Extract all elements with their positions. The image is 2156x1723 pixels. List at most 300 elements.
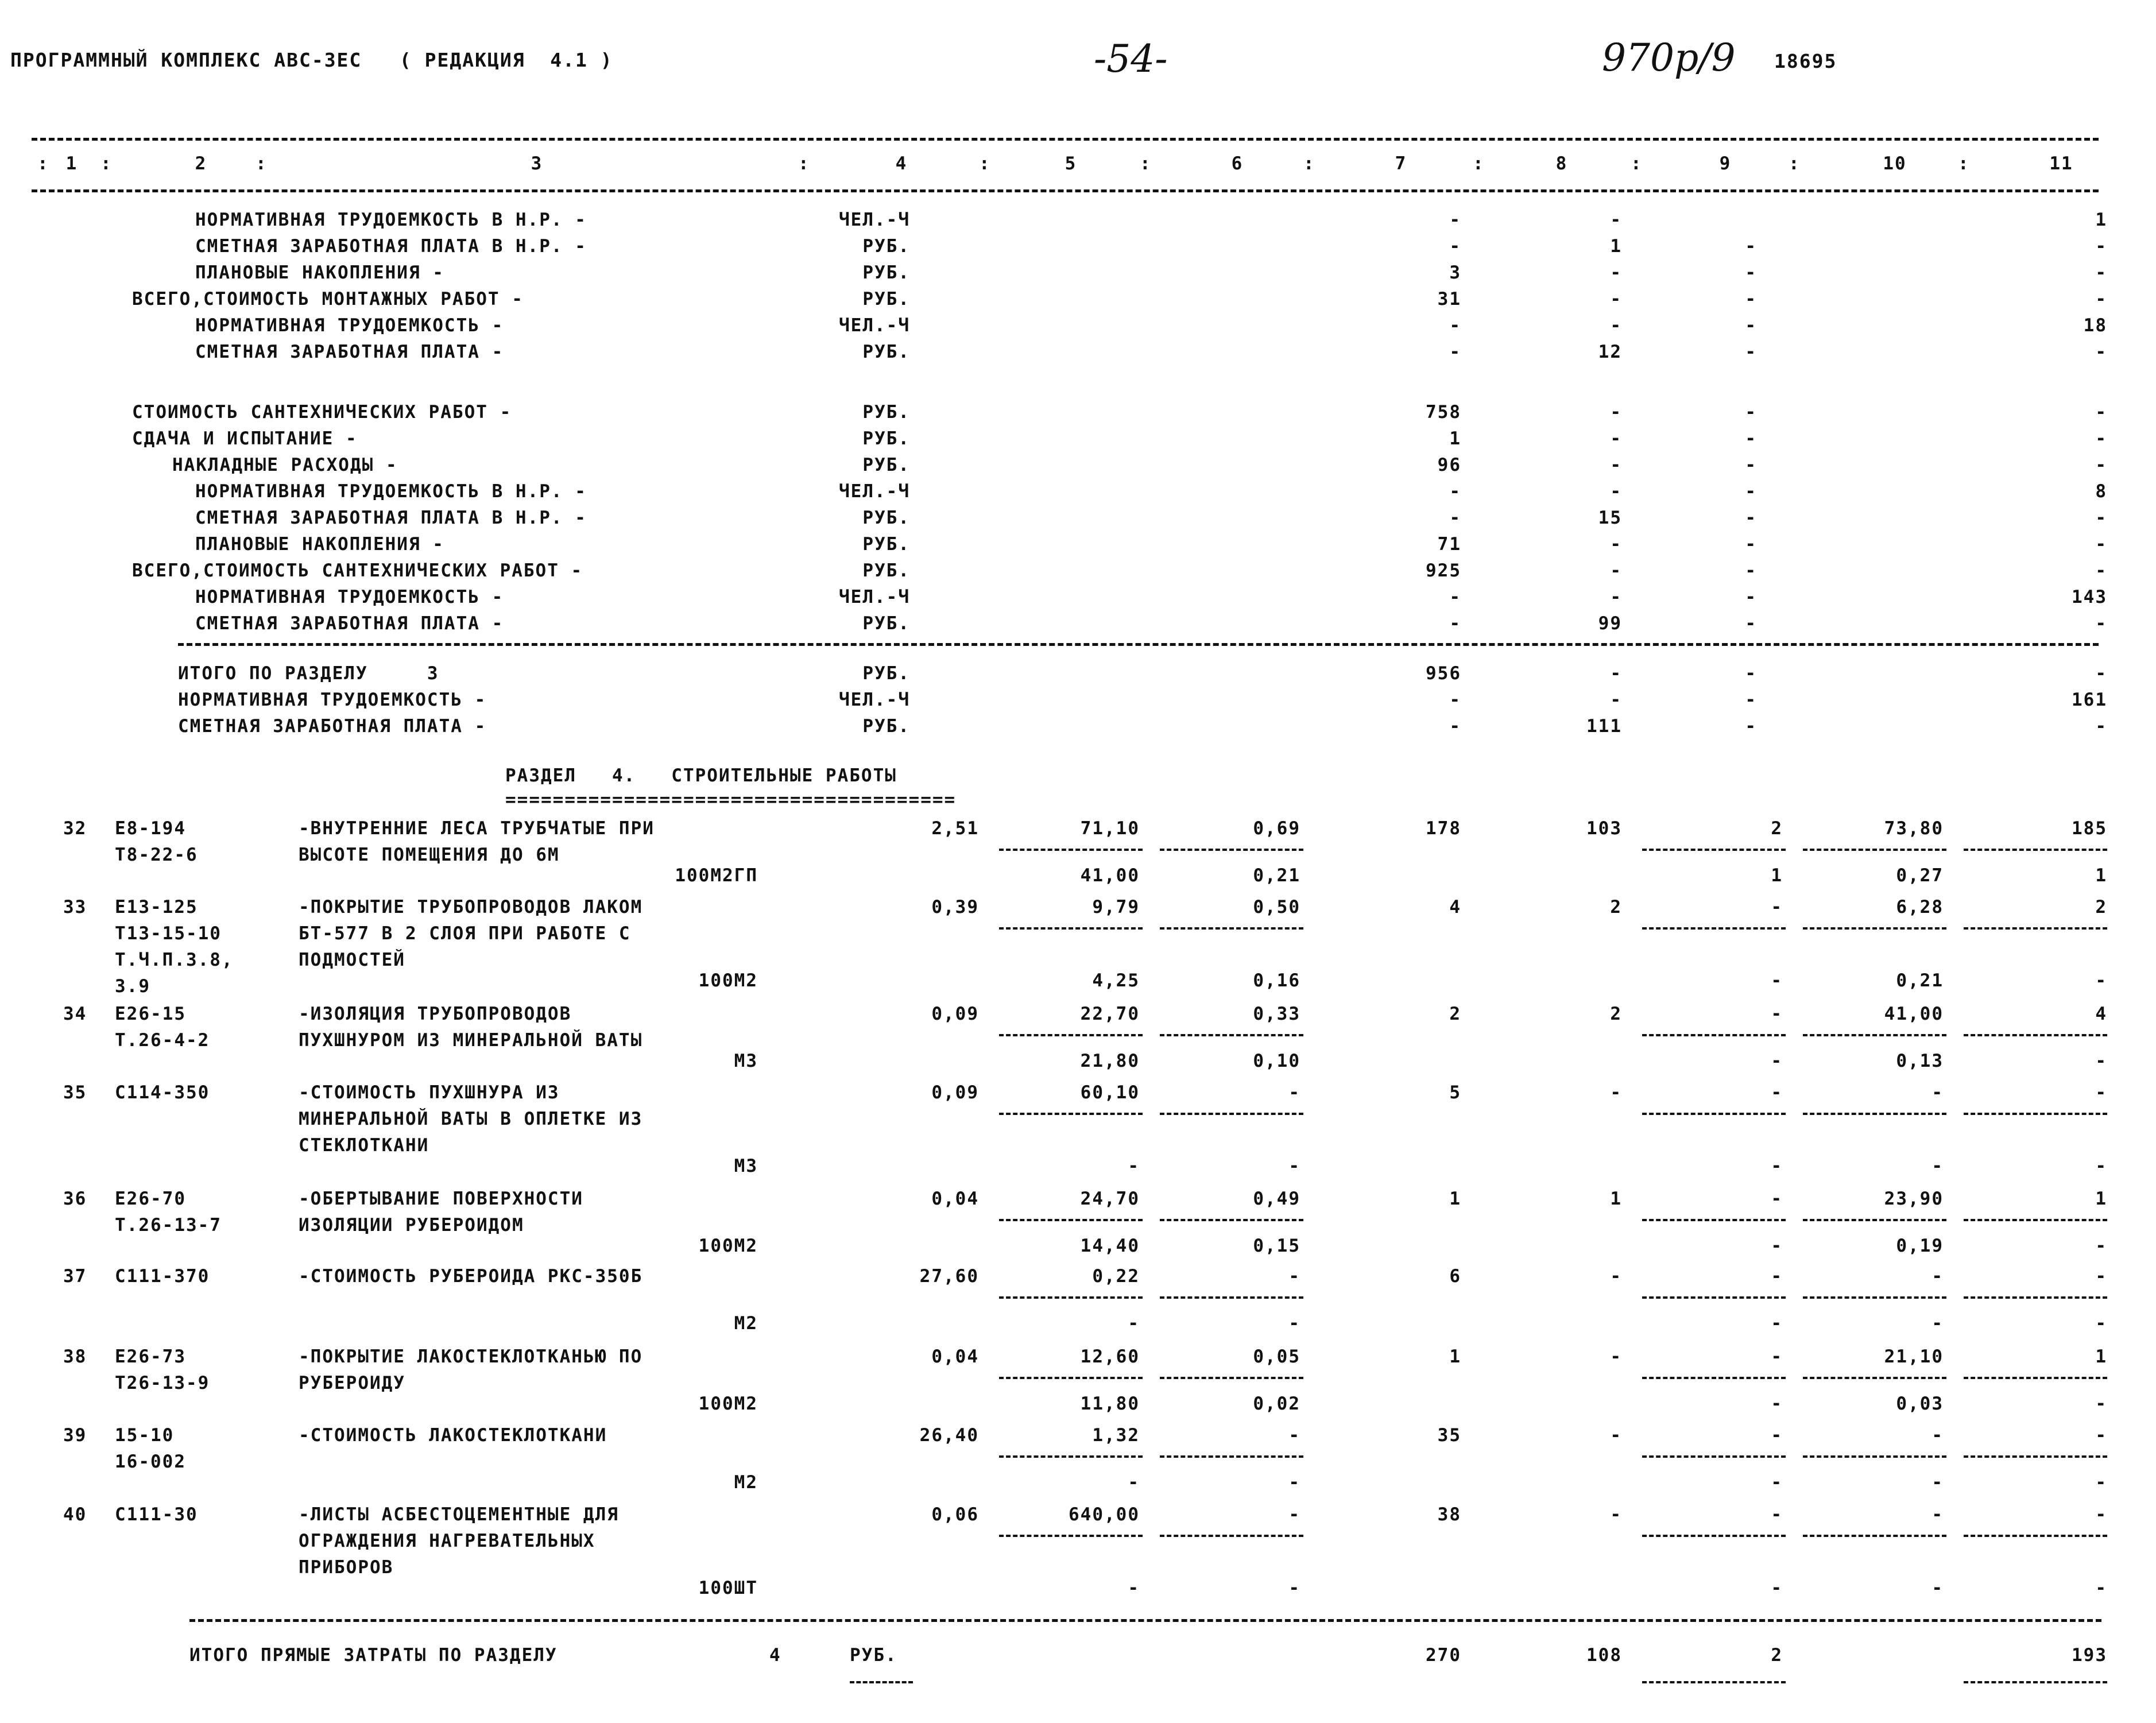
item-col6-secondary: 0,15 [1253, 1236, 1300, 1256]
item-col4: 27,60 [919, 1266, 979, 1287]
summary-col7: 31 [1437, 289, 1461, 309]
summary-col11: - [2095, 402, 2107, 423]
item-code: Т.26-4-2 [115, 1030, 210, 1051]
item-unit: 100ШТ [698, 1578, 758, 1598]
column-number: 11 [2049, 153, 2073, 174]
item-col6-secondary: 0,21 [1253, 865, 1300, 886]
summary-unit: РУБ. [862, 236, 910, 257]
item-col10-secondary: 0,19 [1896, 1236, 1944, 1256]
item-col10-secondary: - [1932, 1313, 1944, 1334]
total-col11: - [2095, 716, 2107, 737]
item-col10: 21,10 [1884, 1346, 1944, 1367]
item-description: ИЗОЛЯЦИИ РУБЕРОИДОМ [299, 1215, 524, 1236]
summary-unit: РУБ. [862, 428, 910, 449]
summary-col9: - [1745, 342, 1757, 362]
item-unit: 100М2ГП [675, 865, 758, 886]
item-col5: 640,00 [1069, 1504, 1140, 1525]
column-number: 6 [1231, 153, 1244, 174]
item-description: -СТОИМОСТЬ ЛАКОСТЕКЛОТКАНИ [299, 1425, 607, 1446]
item-col5-secondary: 11,80 [1080, 1393, 1140, 1414]
summary-col8: - [1610, 560, 1622, 581]
summary-col11: - [2095, 342, 2107, 362]
item-col4: 26,40 [919, 1425, 979, 1446]
summary-unit: ЧЕЛ.-Ч [839, 210, 910, 230]
column-number: 4 [895, 153, 908, 174]
item-col8: 1 [1610, 1188, 1622, 1209]
summary-label: НОРМАТИВНАЯ ТРУДОЕМКОСТЬ - [195, 315, 504, 336]
summary-col9: - [1745, 455, 1757, 475]
total-col9: - [1745, 716, 1757, 737]
item-description: БТ-577 В 2 СЛОЯ ПРИ РАБОТЕ С [299, 923, 631, 944]
footer-col11: 193 [2072, 1645, 2107, 1666]
item-divider [1803, 1296, 1946, 1299]
summary-col9: - [1745, 428, 1757, 449]
item-code: С114-350 [115, 1082, 210, 1103]
column-separator: : [1958, 153, 1970, 174]
footer-rule [189, 1619, 2101, 1622]
item-col4: 0,04 [931, 1346, 979, 1367]
summary-unit: РУБ. [862, 289, 910, 309]
column-separator: : [37, 153, 49, 174]
item-col5-secondary: - [1128, 1313, 1140, 1334]
summary-label: НОРМАТИВНАЯ ТРУДОЕМКОСТЬ В Н.Р. - [195, 210, 587, 230]
footer-label: ИТОГО ПРЯМЫЕ ЗАТРАТЫ ПО РАЗДЕЛУ [189, 1645, 558, 1666]
item-code: Т13-15-10 [115, 923, 222, 944]
summary-col7: - [1449, 236, 1461, 257]
item-divider [999, 1455, 1143, 1458]
item-description: МИНЕРАЛЬНОЙ ВАТЫ В ОПЛЕТКЕ ИЗ [299, 1109, 643, 1129]
summary-col8: - [1610, 210, 1622, 230]
summary-col8: - [1610, 315, 1622, 336]
summary-col8: 12 [1598, 342, 1622, 362]
section-4-underline: ====================================== [505, 789, 957, 810]
item-col7: 1 [1449, 1188, 1461, 1209]
item-col9: - [1771, 1504, 1783, 1525]
total-col11: 161 [2072, 690, 2107, 710]
item-divider [999, 1296, 1143, 1299]
item-col5: 9,79 [1092, 897, 1140, 917]
item-divider [1803, 1113, 1946, 1115]
item-col9: 2 [1771, 818, 1783, 839]
summary-col7: - [1449, 315, 1461, 336]
item-divider [999, 1535, 1143, 1537]
column-number: 3 [531, 153, 543, 174]
item-divider [1964, 1535, 2107, 1537]
item-col6-secondary: - [1288, 1578, 1300, 1598]
item-number: 40 [63, 1504, 87, 1525]
item-col8: - [1610, 1082, 1622, 1103]
column-number: 9 [1719, 153, 1732, 174]
summary-col7: 96 [1437, 455, 1461, 475]
item-col11: 4 [2095, 1004, 2107, 1024]
column-number: 5 [1065, 153, 1077, 174]
item-col8: 2 [1610, 897, 1622, 917]
item-divider [1160, 927, 1303, 930]
summary-unit: РУБ. [862, 613, 910, 634]
item-col10-secondary: 0,13 [1896, 1051, 1944, 1071]
summary-unit: ЧЕЛ.-Ч [839, 315, 910, 336]
item-col6: 0,33 [1253, 1004, 1300, 1024]
item-unit: 100М2 [698, 970, 758, 991]
summary-label: ВСЕГО,СТОИМОСТЬ МОНТАЖНЫХ РАБОТ - [132, 289, 524, 309]
item-col10: 6,28 [1896, 897, 1944, 917]
summary-col11: 1 [2095, 210, 2107, 230]
item-code: С111-370 [115, 1266, 210, 1287]
item-description: -ЛИСТЫ АСБЕСТОЦЕМЕНТНЫЕ ДЛЯ [299, 1504, 619, 1525]
item-col11: 1 [2095, 1346, 2107, 1367]
item-divider [1803, 1535, 1946, 1537]
item-divider [1642, 1455, 1786, 1458]
item-col4: 0,39 [931, 897, 979, 917]
column-separator: : [256, 153, 268, 174]
item-divider [1964, 1296, 2107, 1299]
item-description: ОГРАЖДЕНИЯ НАГРЕВАТЕЛЬНЫХ [299, 1531, 595, 1551]
item-divider [1160, 849, 1303, 851]
summary-unit: РУБ. [862, 560, 910, 581]
summary-col7: - [1449, 210, 1461, 230]
item-col11-secondary: 1 [2095, 865, 2107, 886]
item-col7: 38 [1437, 1504, 1461, 1525]
total-label: НОРМАТИВНАЯ ТРУДОЕМКОСТЬ - [178, 690, 487, 710]
item-col11: - [2095, 1082, 2107, 1103]
item-col9-secondary: - [1771, 1236, 1783, 1256]
summary-col8: - [1610, 428, 1622, 449]
item-col10-secondary: 0,21 [1896, 970, 1944, 991]
item-number: 32 [63, 818, 87, 839]
item-number: 35 [63, 1082, 87, 1103]
footer-divider [1964, 1681, 2107, 1683]
summary-unit: РУБ. [862, 508, 910, 528]
item-col4: 0,06 [931, 1504, 979, 1525]
item-col11-secondary: - [2095, 1578, 2107, 1598]
column-separator: : [100, 153, 113, 174]
summary-label: СДАЧА И ИСПЫТАНИЕ - [132, 428, 358, 449]
summary-col9: - [1745, 315, 1757, 336]
item-col11-secondary: - [2095, 1472, 2107, 1493]
item-col6-secondary: - [1288, 1313, 1300, 1334]
total-col7: - [1449, 716, 1461, 737]
summary-unit: ЧЕЛ.-Ч [839, 481, 910, 502]
summary-col9: - [1745, 402, 1757, 423]
item-col9: - [1771, 1004, 1783, 1024]
summary-col11: - [2095, 560, 2107, 581]
total-unit: РУБ. [862, 663, 910, 684]
item-divider [1160, 1377, 1303, 1379]
summary-unit: РУБ. [862, 262, 910, 283]
item-col6-secondary: 0,10 [1253, 1051, 1300, 1071]
item-col11: 2 [2095, 897, 2107, 917]
summary-col7: - [1449, 587, 1461, 607]
item-col9-secondary: - [1771, 1051, 1783, 1071]
item-unit: М2 [734, 1472, 758, 1493]
item-code: Е13-125 [115, 897, 198, 917]
item-col9: - [1771, 1346, 1783, 1367]
item-number: 34 [63, 1004, 87, 1024]
summary-col7: - [1449, 508, 1461, 528]
item-number: 37 [63, 1266, 87, 1287]
summary-col11: - [2095, 289, 2107, 309]
item-col9-secondary: - [1771, 1578, 1783, 1598]
item-code: Е8-194 [115, 818, 186, 839]
item-divider [999, 849, 1143, 851]
summary-col7: - [1449, 481, 1461, 502]
column-number: 2 [195, 153, 207, 174]
item-divider [1964, 927, 2107, 930]
item-col7: 178 [1426, 818, 1461, 839]
item-divider [1160, 1219, 1303, 1221]
item-code: 15-10 [115, 1425, 175, 1446]
item-divider [1642, 1034, 1786, 1036]
footer-col7: 270 [1426, 1645, 1461, 1666]
item-divider [1803, 1377, 1946, 1379]
item-col5-secondary: - [1128, 1156, 1140, 1176]
item-col4: 0,09 [931, 1004, 979, 1024]
footer-unit: РУБ. [850, 1645, 897, 1666]
item-col11: - [2095, 1504, 2107, 1525]
item-code: Т8-22-6 [115, 845, 198, 865]
summary-unit: РУБ. [862, 455, 910, 475]
item-number: 39 [63, 1425, 87, 1446]
item-number: 36 [63, 1188, 87, 1209]
total-col9: - [1745, 690, 1757, 710]
item-divider [1642, 1113, 1786, 1115]
summary-col8: - [1610, 481, 1622, 502]
item-col8: - [1610, 1346, 1622, 1367]
summary-col7: - [1449, 342, 1461, 362]
summary-unit: РУБ. [862, 534, 910, 555]
summary-col11: - [2095, 455, 2107, 475]
total-col9: - [1745, 663, 1757, 684]
item-divider [999, 1113, 1143, 1115]
summary-col7: 71 [1437, 534, 1461, 555]
item-divider [1803, 1455, 1946, 1458]
item-col5: 12,60 [1080, 1346, 1140, 1367]
summary-label: СМЕТНАЯ ЗАРАБОТНАЯ ПЛАТА - [195, 613, 504, 634]
item-divider [1642, 1377, 1786, 1379]
item-col5-secondary: 21,80 [1080, 1051, 1140, 1071]
summary-col11: - [2095, 262, 2107, 283]
summary-col9: - [1745, 262, 1757, 283]
item-col8: 103 [1586, 818, 1622, 839]
summary-col11: - [2095, 236, 2107, 257]
item-col11-secondary: - [2095, 1313, 2107, 1334]
item-col10-secondary: - [1932, 1578, 1944, 1598]
total-label: ИТОГО ПО РАЗДЕЛУ 3 [178, 663, 439, 684]
summary-label: СМЕТНАЯ ЗАРАБОТНАЯ ПЛАТА - [195, 342, 504, 362]
item-description: -ПОКРЫТИЕ ЛАКОСТЕКЛОТКАНЬЮ ПО [299, 1346, 643, 1367]
item-divider [1964, 1034, 2107, 1036]
item-col11-secondary: - [2095, 1393, 2107, 1414]
total-label: СМЕТНАЯ ЗАРАБОТНАЯ ПЛАТА - [178, 716, 487, 737]
item-col10: 73,80 [1884, 818, 1944, 839]
item-unit: 100М2 [698, 1236, 758, 1256]
item-divider [999, 927, 1143, 930]
item-col8: - [1610, 1425, 1622, 1446]
item-description: СТЕКЛОТКАНИ [299, 1135, 429, 1156]
summary-col8: - [1610, 587, 1622, 607]
summary-col9: - [1745, 587, 1757, 607]
total-col7: 956 [1426, 663, 1461, 684]
summary-label: СМЕТНАЯ ЗАРАБОТНАЯ ПЛАТА В Н.Р. - [195, 508, 587, 528]
total-col11: - [2095, 663, 2107, 684]
item-divider [1964, 1113, 2107, 1115]
column-separator: : [979, 153, 991, 174]
total-col8: - [1610, 663, 1622, 684]
summary-unit: ЧЕЛ.-Ч [839, 587, 910, 607]
item-col6: - [1288, 1266, 1300, 1287]
item-col4: 0,04 [931, 1188, 979, 1209]
item-col6-secondary: 0,16 [1253, 970, 1300, 991]
item-divider [1803, 1219, 1946, 1221]
item-col6: 0,05 [1253, 1346, 1300, 1367]
summary-col7: 3 [1449, 262, 1461, 283]
item-col5: 22,70 [1080, 1004, 1140, 1024]
summary-label: СТОИМОСТЬ САНТЕХНИЧЕСКИХ РАБОТ - [132, 402, 512, 423]
item-col10-secondary: - [1932, 1472, 1944, 1493]
item-col4: 2,51 [931, 818, 979, 839]
item-col6-secondary: - [1288, 1156, 1300, 1176]
footer-col9: 2 [1771, 1645, 1783, 1666]
item-col6: 0,69 [1253, 818, 1300, 839]
item-code: Т26-13-9 [115, 1373, 210, 1393]
item-col11: - [2095, 1266, 2107, 1287]
column-separator: : [1140, 153, 1152, 174]
item-col9-secondary: - [1771, 970, 1783, 991]
item-col6: 0,49 [1253, 1188, 1300, 1209]
item-divider [1160, 1455, 1303, 1458]
item-col5-secondary: - [1128, 1578, 1140, 1598]
item-description: -СТОИМОСТЬ РУБЕРОИДА РКС-350Б [299, 1266, 643, 1287]
item-col10-secondary: 0,03 [1896, 1393, 1944, 1414]
item-code: С111-30 [115, 1504, 198, 1525]
item-col11-secondary: - [2095, 970, 2107, 991]
item-col5: 71,10 [1080, 818, 1140, 839]
item-description: -ПОКРЫТИЕ ТРУБОПРОВОДОВ ЛАКОМ [299, 897, 643, 917]
item-col7: 2 [1449, 1004, 1461, 1024]
item-col9-secondary: - [1771, 1313, 1783, 1334]
summary-col9: - [1745, 613, 1757, 634]
summary-col11: - [2095, 613, 2107, 634]
summary-col9: - [1745, 534, 1757, 555]
item-col9-secondary: - [1771, 1156, 1783, 1176]
item-number: 33 [63, 897, 87, 917]
item-divider [1964, 849, 2107, 851]
item-col9-secondary: - [1771, 1393, 1783, 1414]
item-divider [999, 1377, 1143, 1379]
column-separator: : [798, 153, 810, 174]
item-col7: 35 [1437, 1425, 1461, 1446]
item-divider [1642, 927, 1786, 930]
item-col11: - [2095, 1425, 2107, 1446]
item-divider [1964, 1455, 2107, 1458]
footer-col8: 108 [1586, 1645, 1622, 1666]
item-col10: 23,90 [1884, 1188, 1944, 1209]
item-divider [999, 1034, 1143, 1036]
item-col6: - [1288, 1504, 1300, 1525]
summary-col8: - [1610, 534, 1622, 555]
item-col10: 41,00 [1884, 1004, 1944, 1024]
column-number: 8 [1555, 153, 1568, 174]
item-col9: - [1771, 1188, 1783, 1209]
summary-unit: РУБ. [862, 402, 910, 423]
item-divider [1642, 849, 1786, 851]
summary-col8: 1 [1610, 236, 1622, 257]
column-separator: : [1303, 153, 1315, 174]
item-col11-secondary: - [2095, 1156, 2107, 1176]
item-code: Т.Ч.П.3.8, [115, 950, 234, 970]
header-rule-bottom [32, 189, 2099, 192]
item-description: ПОДМОСТЕЙ [299, 950, 405, 970]
item-divider [999, 1219, 1143, 1221]
footer-divider [850, 1681, 913, 1683]
summary-col8: - [1610, 289, 1622, 309]
footer-section: 4 [769, 1645, 781, 1666]
item-col11-secondary: - [2095, 1236, 2107, 1256]
footer-divider [1642, 1681, 1786, 1683]
summary-col7: 758 [1426, 402, 1461, 423]
summary-col11: - [2095, 428, 2107, 449]
item-col5: 0,22 [1092, 1266, 1140, 1287]
total-col8: - [1610, 690, 1622, 710]
item-divider [1160, 1034, 1303, 1036]
summary-col8: - [1610, 402, 1622, 423]
item-col10-secondary: 0,27 [1896, 865, 1944, 886]
item-description: ПУХШНУРОМ ИЗ МИНЕРАЛЬНОЙ ВАТЫ [299, 1030, 643, 1051]
item-unit: М2 [734, 1313, 758, 1334]
item-code: 16-002 [115, 1451, 186, 1472]
item-code: Т.26-13-7 [115, 1215, 222, 1236]
item-col9: - [1771, 1082, 1783, 1103]
item-divider [1160, 1113, 1303, 1115]
summary-col11: 143 [2072, 587, 2107, 607]
column-number: 1 [65, 153, 78, 174]
item-description: -СТОИМОСТЬ ПУХШНУРА ИЗ [299, 1082, 560, 1103]
item-col10: - [1932, 1504, 1944, 1525]
item-divider [1803, 1034, 1946, 1036]
item-code: 3.9 [115, 976, 150, 997]
column-number: 10 [1883, 153, 1907, 174]
item-col5-secondary: 4,25 [1092, 970, 1140, 991]
summary-label: ПЛАНОВЫЕ НАКОПЛЕНИЯ - [195, 262, 444, 283]
item-col8: 2 [1610, 1004, 1622, 1024]
column-separator: : [1631, 153, 1643, 174]
column-number: 7 [1395, 153, 1407, 174]
item-col5-secondary: - [1128, 1472, 1140, 1493]
column-separator: : [1789, 153, 1801, 174]
summary-col8: 15 [1598, 508, 1622, 528]
item-divider [1642, 1296, 1786, 1299]
document-code: 18695 [1774, 50, 1837, 72]
summary-label: НОРМАТИВНАЯ ТРУДОЕМКОСТЬ В Н.Р. - [195, 481, 587, 502]
summary-col7: 1 [1449, 428, 1461, 449]
item-col10: - [1932, 1082, 1944, 1103]
item-col10: - [1932, 1425, 1944, 1446]
summary-col8: - [1610, 455, 1622, 475]
item-col8: - [1610, 1266, 1622, 1287]
item-col6: - [1288, 1425, 1300, 1446]
summary-col7: 925 [1426, 560, 1461, 581]
total-col7: - [1449, 690, 1461, 710]
item-col10-secondary: - [1932, 1156, 1944, 1176]
item-col5-secondary: 14,40 [1080, 1236, 1140, 1256]
item-col11: 1 [2095, 1188, 2107, 1209]
item-divider [1642, 1219, 1786, 1221]
section-4-title: РАЗДЕЛ 4. СТРОИТЕЛЬНЫЕ РАБОТЫ [505, 765, 897, 786]
summary-col11: 18 [2083, 315, 2107, 336]
item-description: ВЫСОТЕ ПОМЕЩЕНИЯ ДО 6М [299, 845, 560, 865]
item-code: Е26-15 [115, 1004, 186, 1024]
item-col5: 1,32 [1092, 1425, 1140, 1446]
